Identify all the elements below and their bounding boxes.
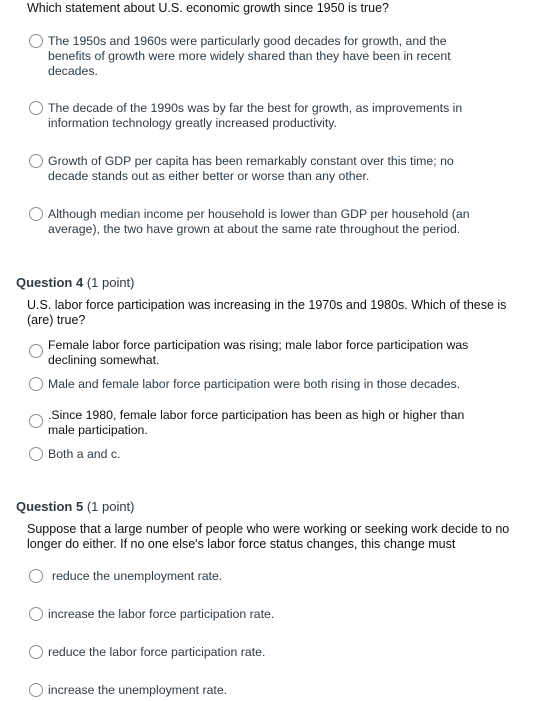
q5-option-b-label: increase the labor force participation rate. xyxy=(48,607,275,621)
q3-option-d-label: Although median income per household is lower than GDP per household (an average), the two have grown at about the same rate throughout the period. xyxy=(48,207,470,236)
radio-button[interactable] xyxy=(29,645,43,659)
q4-option-d-label: Both a and c. xyxy=(48,447,121,461)
q4-option-a-label: Female labor force participation was rising; male labor force participation was declining somewhat. xyxy=(48,338,469,367)
q4-option-c[interactable] xyxy=(29,408,493,438)
radio-button[interactable] xyxy=(29,447,43,461)
q4-points: (1 point) xyxy=(86,275,135,290)
radio-button[interactable] xyxy=(29,34,43,48)
radio-button[interactable] xyxy=(29,569,43,583)
radio-button[interactable] xyxy=(29,683,43,697)
q5-option-d[interactable] xyxy=(29,683,227,698)
q5-option-d-label: increase the unemployment rate. xyxy=(48,683,228,697)
radio-button[interactable] xyxy=(29,607,43,621)
radio-button[interactable] xyxy=(29,377,43,391)
q3-option-b-label: The decade of the 1990s was by far the best for growth, as improvements in information technology greatly increased productivity. xyxy=(48,101,463,130)
q5-option-a[interactable] xyxy=(29,569,222,584)
q3-option-c-label: Growth of GDP per capita has been remarkably constant over this time; no decade stands out as either better or worse than any other. xyxy=(48,154,454,183)
q5-option-b[interactable] xyxy=(29,607,274,622)
q5-points: (1 point) xyxy=(86,499,135,514)
radio-button[interactable] xyxy=(29,414,43,428)
q3-option-a-label: The 1950s and 1960s were particularly good decades for growth, and the benefits of growth were more widely shared than they have been in recent decades. xyxy=(48,34,451,78)
q3-option-c[interactable] xyxy=(29,154,488,184)
q5-title: Question 5 xyxy=(16,499,84,514)
radio-button[interactable] xyxy=(29,344,43,358)
q5-option-c-label: reduce the labor force participation rate. xyxy=(48,645,266,659)
radio-button[interactable] xyxy=(29,154,43,168)
q4-stem: U.S. labor force participation was increasing in the 1970s and 1980s. Which of these is (are) true? xyxy=(27,298,507,327)
radio-button[interactable] xyxy=(29,207,43,221)
q4-title: Question 4 xyxy=(16,275,84,290)
q4-option-c-label: .Since 1980, female labor force participation has been as high or higher than male participation. xyxy=(48,408,465,437)
q5-stem: Suppose that a large number of people who were working or seeking work decide to no longer do either. If no one else's labor force status changes, this change must xyxy=(27,522,510,551)
radio-button[interactable] xyxy=(29,101,43,115)
q3-option-d[interactable] xyxy=(29,207,498,237)
q4-option-d[interactable] xyxy=(29,447,120,462)
q3-stem: Which statement about U.S. economic growth since 1950 is true? xyxy=(27,1,389,15)
q3-option-b[interactable] xyxy=(29,101,488,131)
q4-option-b-label: Male and female labor force participation were both rising in those decades. xyxy=(48,377,461,391)
q4-option-b[interactable] xyxy=(29,377,498,392)
q5-option-c[interactable] xyxy=(29,645,265,660)
q3-option-a[interactable] xyxy=(29,34,488,79)
q5-option-a-label: reduce the unemployment rate. xyxy=(52,569,223,583)
q4-option-a[interactable] xyxy=(29,338,493,368)
q4-header xyxy=(16,275,135,291)
q5-header xyxy=(16,499,135,515)
